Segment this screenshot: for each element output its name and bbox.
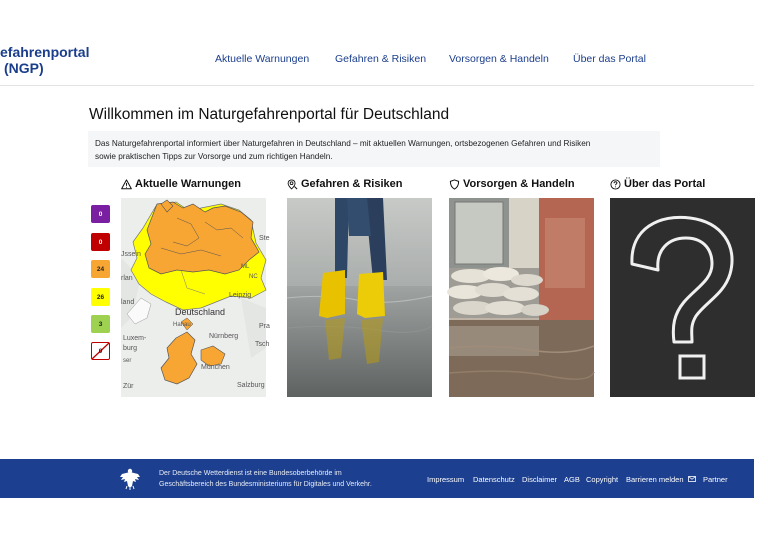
legend-count: 26 xyxy=(96,293,105,301)
footer-text-line-2: Geschäftsbereich des Bundesministeriums für Digitales und Verkehr. xyxy=(159,480,372,488)
logo-line-2: (NGP) xyxy=(4,60,44,76)
card-title-vorsorgen-label: Vorsorgen & Handeln xyxy=(463,178,575,190)
legend-level-red[interactable] xyxy=(91,233,110,251)
chalkboard-question-photo xyxy=(610,198,755,397)
card-title-gefahren[interactable] xyxy=(287,178,402,190)
location-search-icon xyxy=(287,179,298,190)
legend-level-none[interactable] xyxy=(91,342,110,360)
legend-level-purple[interactable] xyxy=(91,205,110,223)
warning-map[interactable] xyxy=(121,198,270,397)
map-label-deutschland: Deutschland xyxy=(175,307,226,317)
map-label-hanau: Hanau xyxy=(173,322,191,328)
portal-image[interactable] xyxy=(610,198,755,397)
map-label-salzburg: Salzburg xyxy=(237,382,265,389)
germany-warning-map-graphic xyxy=(121,198,270,397)
footer-link-impressum[interactable]: Impressum xyxy=(427,475,465,484)
footer-link-copyright[interactable]: Copyright xyxy=(586,475,619,484)
warning-triangle-icon xyxy=(121,179,132,190)
legend-level-yellow[interactable] xyxy=(91,288,110,306)
card-title-gefahren-label: Gefahren & Risiken xyxy=(301,178,403,190)
flood-boots-photo xyxy=(287,198,432,397)
question-circle-icon xyxy=(610,179,621,190)
intro-line-1: Das Naturgefahrenportal informiert über Naturgefahren in Deutschland – mit aktuellen Warnungen, ortsbezogenen Gefahren und Risiken xyxy=(95,139,591,148)
footer-link-barrieren-label: Barrieren melden xyxy=(626,475,684,484)
footer-text-line-1: Der Deutsche Wetterdienst ist eine Bundesoberbehörde im xyxy=(159,470,342,477)
legend-count: 3 xyxy=(98,320,103,328)
nav-ueber-das-portal[interactable]: Über das Portal xyxy=(573,53,646,65)
map-label-leipzig: Leipzig xyxy=(229,292,252,299)
map-label-jssein: Jssein xyxy=(121,251,141,258)
vorsorgen-image[interactable] xyxy=(449,198,594,397)
map-label-zurich: Zür xyxy=(123,383,134,390)
map-label-rlan: rlan xyxy=(121,275,133,282)
legend-count: 0 xyxy=(98,238,103,246)
footer-link-barrieren[interactable] xyxy=(626,475,696,484)
main-nav xyxy=(0,53,754,67)
sandbags-photo xyxy=(449,198,594,397)
gefahren-image[interactable] xyxy=(287,198,432,397)
map-label-nurnberg: Nürnberg xyxy=(209,333,239,340)
map-label-prag: Pra xyxy=(259,323,270,330)
shield-icon xyxy=(449,179,460,190)
intro-line-2: sowie praktischen Tipps zur Vorsorge und zum richtigen Handeln. xyxy=(95,152,333,161)
nav-aktuelle-warnungen[interactable]: Aktuelle Warnungen xyxy=(215,53,310,65)
map-label-ml: ML xyxy=(241,264,250,270)
card-title-warnungen[interactable] xyxy=(121,178,241,190)
footer-link-datenschutz[interactable]: Datenschutz xyxy=(473,475,515,484)
card-title-warnungen-label: Aktuelle Warnungen xyxy=(135,178,241,190)
nav-gefahren-risiken[interactable]: Gefahren & Risiken xyxy=(335,53,427,65)
footer-disclaimer-text xyxy=(159,469,372,490)
site-header xyxy=(0,0,754,86)
card-title-vorsorgen[interactable] xyxy=(449,178,575,190)
footer-link-disclaimer[interactable]: Disclaimer xyxy=(522,475,558,484)
footer-link-agb[interactable]: AGB xyxy=(564,475,580,484)
legend-count: 0 xyxy=(98,210,103,218)
map-label-munchen: München xyxy=(201,364,230,371)
page-title: Willkommen im Naturgefahrenportal für Deutschland xyxy=(89,106,450,123)
legend-level-green[interactable] xyxy=(91,315,110,333)
map-label-ser: ser xyxy=(123,358,132,364)
mail-icon xyxy=(688,476,696,482)
legend-count: 24 xyxy=(96,265,105,273)
legend-count: 0 xyxy=(98,347,103,355)
map-label-luxemburg: Luxem- xyxy=(123,335,147,342)
nav-vorsorgen-handeln[interactable]: Vorsorgen & Handeln xyxy=(449,53,549,65)
map-label-burg: burg xyxy=(123,345,138,352)
logo-line-1: efahrenportal xyxy=(0,44,90,60)
site-footer xyxy=(0,459,754,498)
card-title-portal-label: Über das Portal xyxy=(624,178,706,190)
federal-eagle-logo xyxy=(118,466,142,490)
card-title-portal[interactable] xyxy=(610,178,705,190)
map-label-nc: NC xyxy=(249,274,258,280)
footer-link-partner[interactable]: Partner xyxy=(703,475,728,484)
intro-box xyxy=(88,131,660,167)
legend-level-orange[interactable] xyxy=(91,260,110,278)
map-label-ste: Ste xyxy=(259,235,270,242)
map-label-tsch: Tsch xyxy=(255,341,270,348)
map-label-land: land xyxy=(121,299,135,306)
